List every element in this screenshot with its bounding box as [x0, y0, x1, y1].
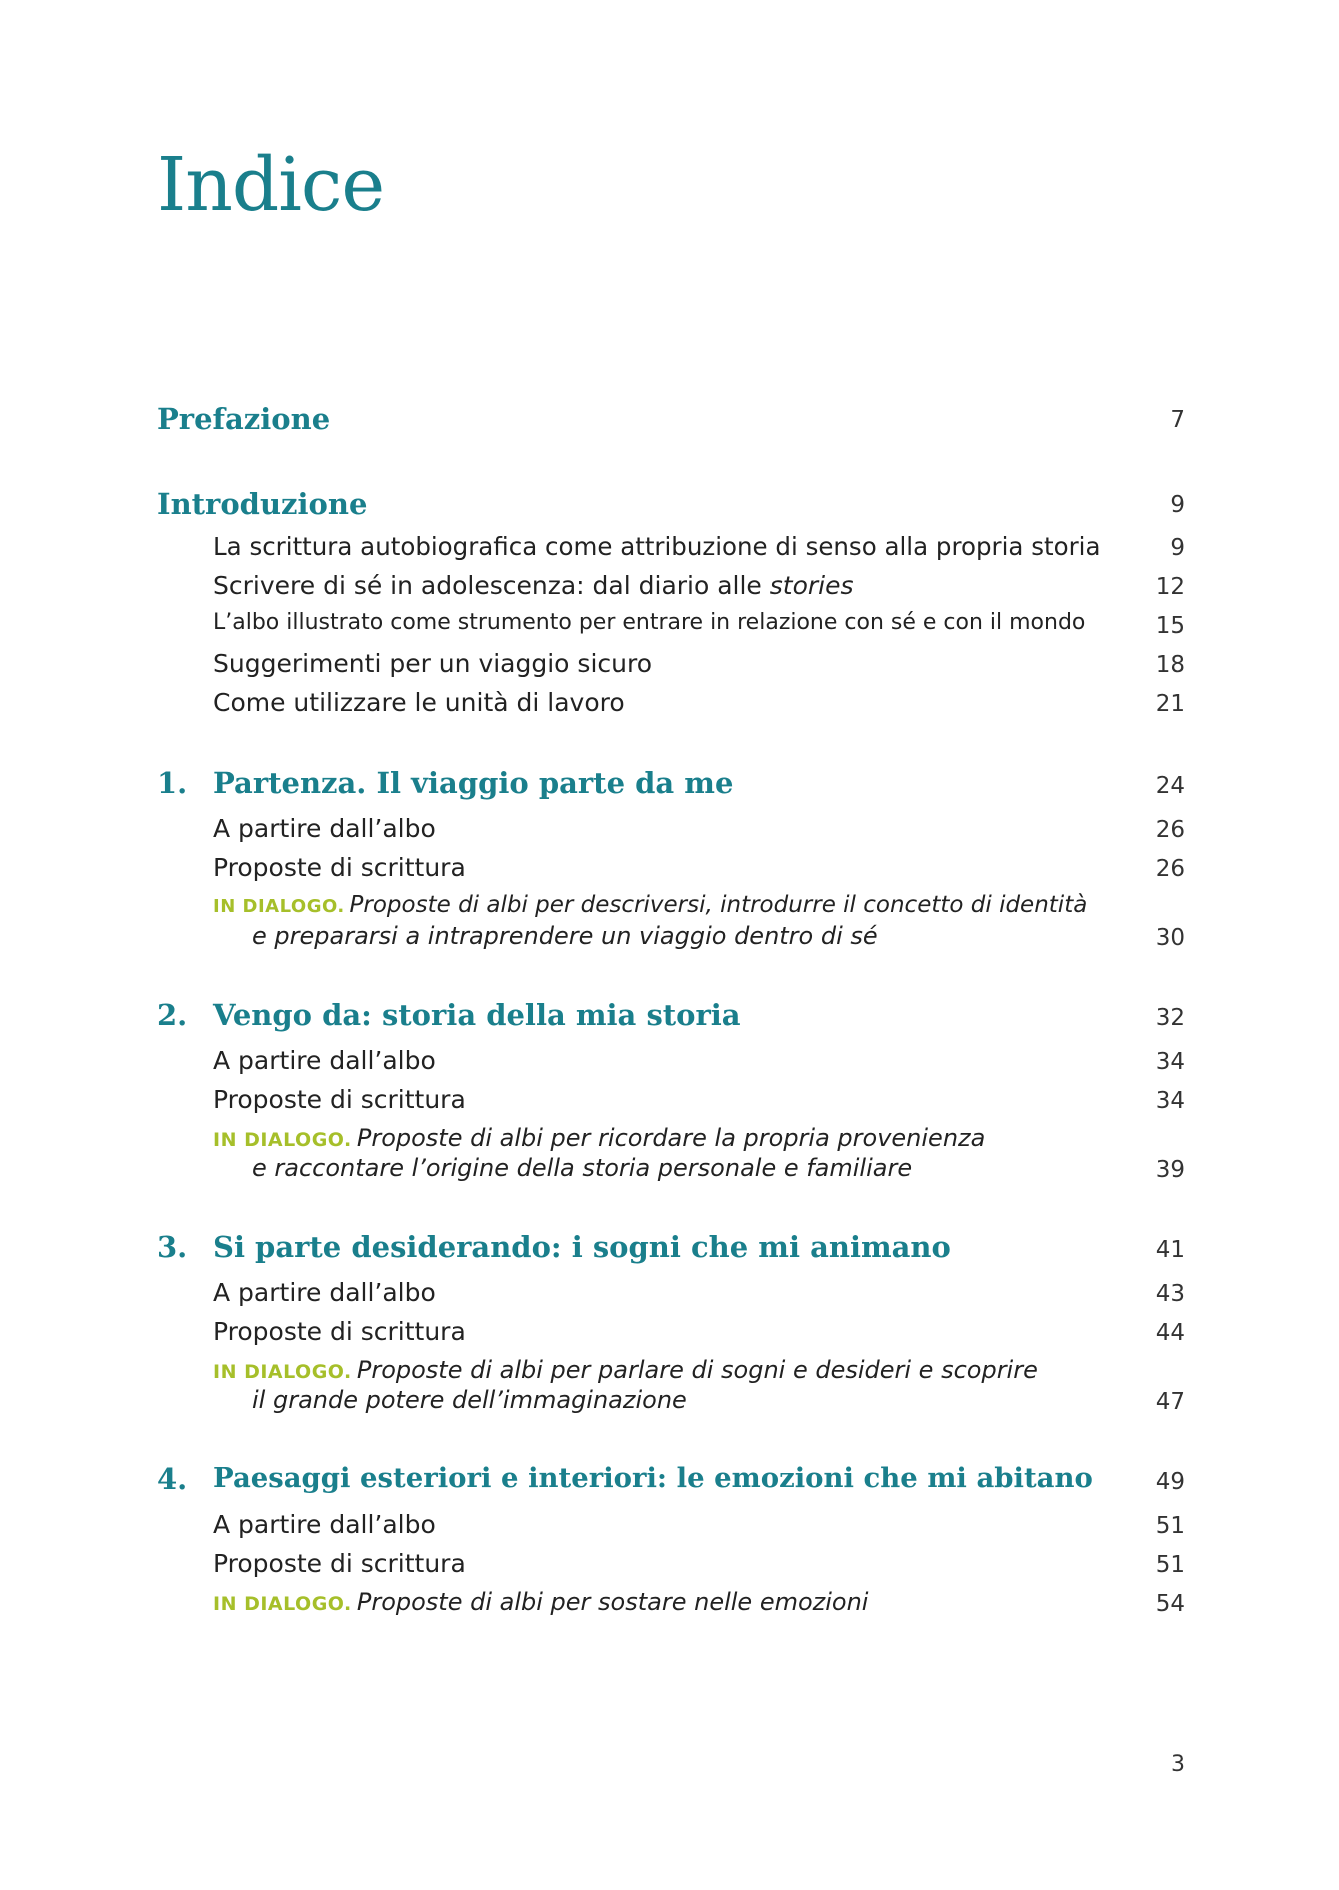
- page-title: Indice: [157, 142, 385, 228]
- dialogo-line-1: IN DIALOGO. Proposte di albi per descriversi, introdurre il concetto di identità: [213, 892, 1088, 918]
- page-number: 41: [1155, 1237, 1185, 1263]
- subentry-title: Proposte di scrittura: [213, 853, 466, 882]
- page-number: 9: [1170, 535, 1185, 561]
- page-number: 12: [1155, 574, 1185, 600]
- page-number: 21: [1155, 691, 1185, 717]
- dialogo-line-2: e raccontare l’origine della storia personale e familiare: [252, 1154, 913, 1182]
- folio-page-number: 3: [1171, 1752, 1185, 1777]
- dialogo-label: IN DIALOGO.: [213, 896, 345, 917]
- dialogo-label: IN DIALOGO.: [213, 1593, 352, 1615]
- section-title: Introduzione: [157, 487, 368, 521]
- section-title: Prefazione: [157, 402, 331, 436]
- dialogo-label: IN DIALOGO.: [213, 1361, 352, 1383]
- subentry-title: A partire dall’albo: [213, 1510, 436, 1539]
- chapter-number: 4.: [157, 1462, 188, 1496]
- chapter-title: Partenza. Il viaggio parte da me: [213, 766, 734, 800]
- page-number: 43: [1155, 1281, 1185, 1307]
- subentry-title: A partire dall’albo: [213, 814, 436, 843]
- chapter-number: 3.: [157, 1230, 188, 1264]
- dialogo-line-2: e prepararsi a intraprendere un viaggio dentro di sé: [252, 922, 878, 950]
- page-number: 51: [1155, 1513, 1185, 1539]
- page-number: 47: [1155, 1389, 1185, 1415]
- chapter-title: Paesaggi esteriori e interiori: le emozioni che mi abitano: [213, 1462, 1093, 1494]
- chapter-number: 1.: [157, 766, 188, 800]
- page-number: 18: [1155, 652, 1185, 678]
- page-number: 34: [1155, 1049, 1185, 1075]
- subentry-title: Proposte di scrittura: [213, 1085, 466, 1114]
- page-number: 32: [1155, 1005, 1185, 1031]
- page-number: 44: [1155, 1320, 1185, 1346]
- subentry-title: Come utilizzare le unità di lavoro: [213, 688, 625, 717]
- page-number: 51: [1155, 1552, 1185, 1578]
- subentry-title: Suggerimenti per un viaggio sicuro: [213, 649, 653, 678]
- dialogo-line-2: il grande potere dell’immaginazione: [252, 1386, 687, 1414]
- dialogo-line-1: IN DIALOGO. Proposte di albi per ricordare la propria provenienza: [213, 1124, 986, 1152]
- page-number: 34: [1155, 1088, 1185, 1114]
- page-number: 26: [1155, 856, 1185, 882]
- dialogo-label: IN DIALOGO.: [213, 1129, 352, 1151]
- page-number: 49: [1155, 1469, 1185, 1495]
- subentry-title: Proposte di scrittura: [213, 1317, 466, 1346]
- page-number: 15: [1155, 613, 1185, 639]
- page-number: 39: [1155, 1157, 1185, 1183]
- page-number: 26: [1155, 817, 1185, 843]
- subentry-title: La scrittura autobiografica come attribuzione di senso alla propria storia: [213, 532, 1101, 561]
- page-number: 24: [1155, 773, 1185, 799]
- dialogo-line-1: IN DIALOGO. Proposte di albi per parlare di sogni e desideri e scoprire: [213, 1356, 1038, 1384]
- subentry-title: L’albo illustrato come strumento per entrare in relazione con sé e con il mondo: [213, 610, 1086, 635]
- subentry-title: Proposte di scrittura: [213, 1549, 466, 1578]
- subentry-title: A partire dall’albo: [213, 1278, 436, 1307]
- page-number: 30: [1155, 925, 1185, 951]
- page-number: 54: [1155, 1591, 1185, 1617]
- page-number: 7: [1170, 407, 1185, 433]
- chapter-number: 2.: [157, 998, 188, 1032]
- chapter-title: Si parte desiderando: i sogni che mi animano: [213, 1230, 951, 1264]
- chapter-title: Vengo da: storia della mia storia: [213, 998, 741, 1032]
- subentry-title: A partire dall’albo: [213, 1046, 436, 1075]
- dialogo-line-1: IN DIALOGO. Proposte di albi per sostare nelle emozioni: [213, 1588, 869, 1616]
- page-number: 9: [1170, 492, 1185, 518]
- subentry-title: Scrivere di sé in adolescenza: dal diario alle stories: [213, 571, 854, 600]
